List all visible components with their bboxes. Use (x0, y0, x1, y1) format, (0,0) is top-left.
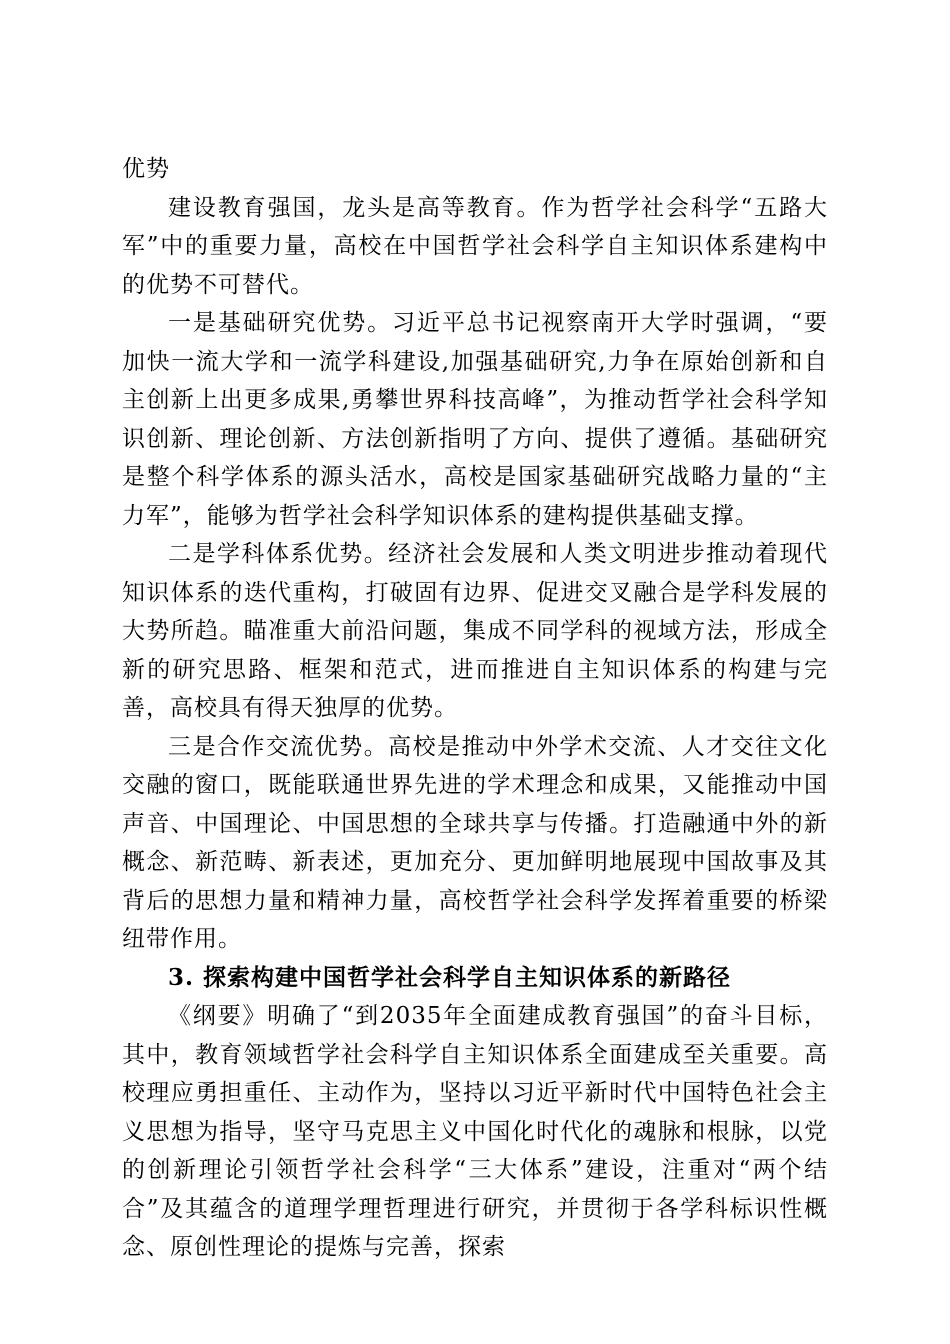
document-page (122, 150, 828, 1267)
paragraph-new-path: 《纲要》明确了“到2035年全面建成教育强国”的奋斗目标，其中，教育领域哲学社会科学自主知识体系全面建成至关重要。高校理应勇担重任、主动作为，坚持以习近平新时代中国特色社会主义思想为指导，坚守马克思主义中国化时代化的魂脉和根脉，以党的创新理论引领哲学社会科学“三大体系”建设，注重对“两个结合”及其蕴含的道理学理哲理进行研究，并贯彻于各学科标识性概念、原创性理论的提炼与完善，探索 (122, 1003, 828, 1260)
paragraph-higher-education: 建设教育强国，龙头是高等教育。作为哲学社会科学“五路大军”中的重要力量，高校在中国哲学社会科学自主知识体系建构中的优势不可替代。 (122, 194, 828, 298)
section-heading: 3. 探索构建中国哲学社会科学自主知识体系的新路径 (168, 963, 732, 991)
paragraph-discipline-system: 二是学科体系优势。经济社会发展和人类文明进步推动着现代知识体系的迭代重构，打破固有边界、促进交叉融合是学科发展的大势所趋。瞄准重大前沿问题，集成不同学科的视域方法，形成全新的研究思路、框架和范式，进而推进自主知识体系的构建与完善，高校具有得天独厚的优势。 (122, 541, 828, 721)
paragraph-basic-research: 一是基础研究优势。习近平总书记视察南开大学时强调，“要加快一流大学和一流学科建设,加强基础研究,力争在原始创新和自主创新上出更多成果,勇攀世界科技高峰”，为推动哲学社会科学知识创新、理论创新、方法创新指明了方向、提供了遵循。基础研究是整个科学体系的源头活水，高校是国家基础研究战略力量的“主力军”，能够为哲学社会科学知识体系的建构提供基础支撑。 (122, 310, 828, 529)
continuation-line: 优势 (122, 156, 170, 182)
paragraph-cooperation-exchange: 三是合作交流优势。高校是推动中外学术交流、人才交往文化交融的窗口，既能联通世界先进的学术理念和成果，又能推动中国声音、中国理论、中国思想的全球共享与传播。打造融通中外的新概念、新范畴、新表述，更加充分、更加鲜明地展现中国故事及其背后的思想力量和精神力量，高校哲学社会科学发挥着重要的桥梁纽带作用。 (122, 733, 828, 952)
